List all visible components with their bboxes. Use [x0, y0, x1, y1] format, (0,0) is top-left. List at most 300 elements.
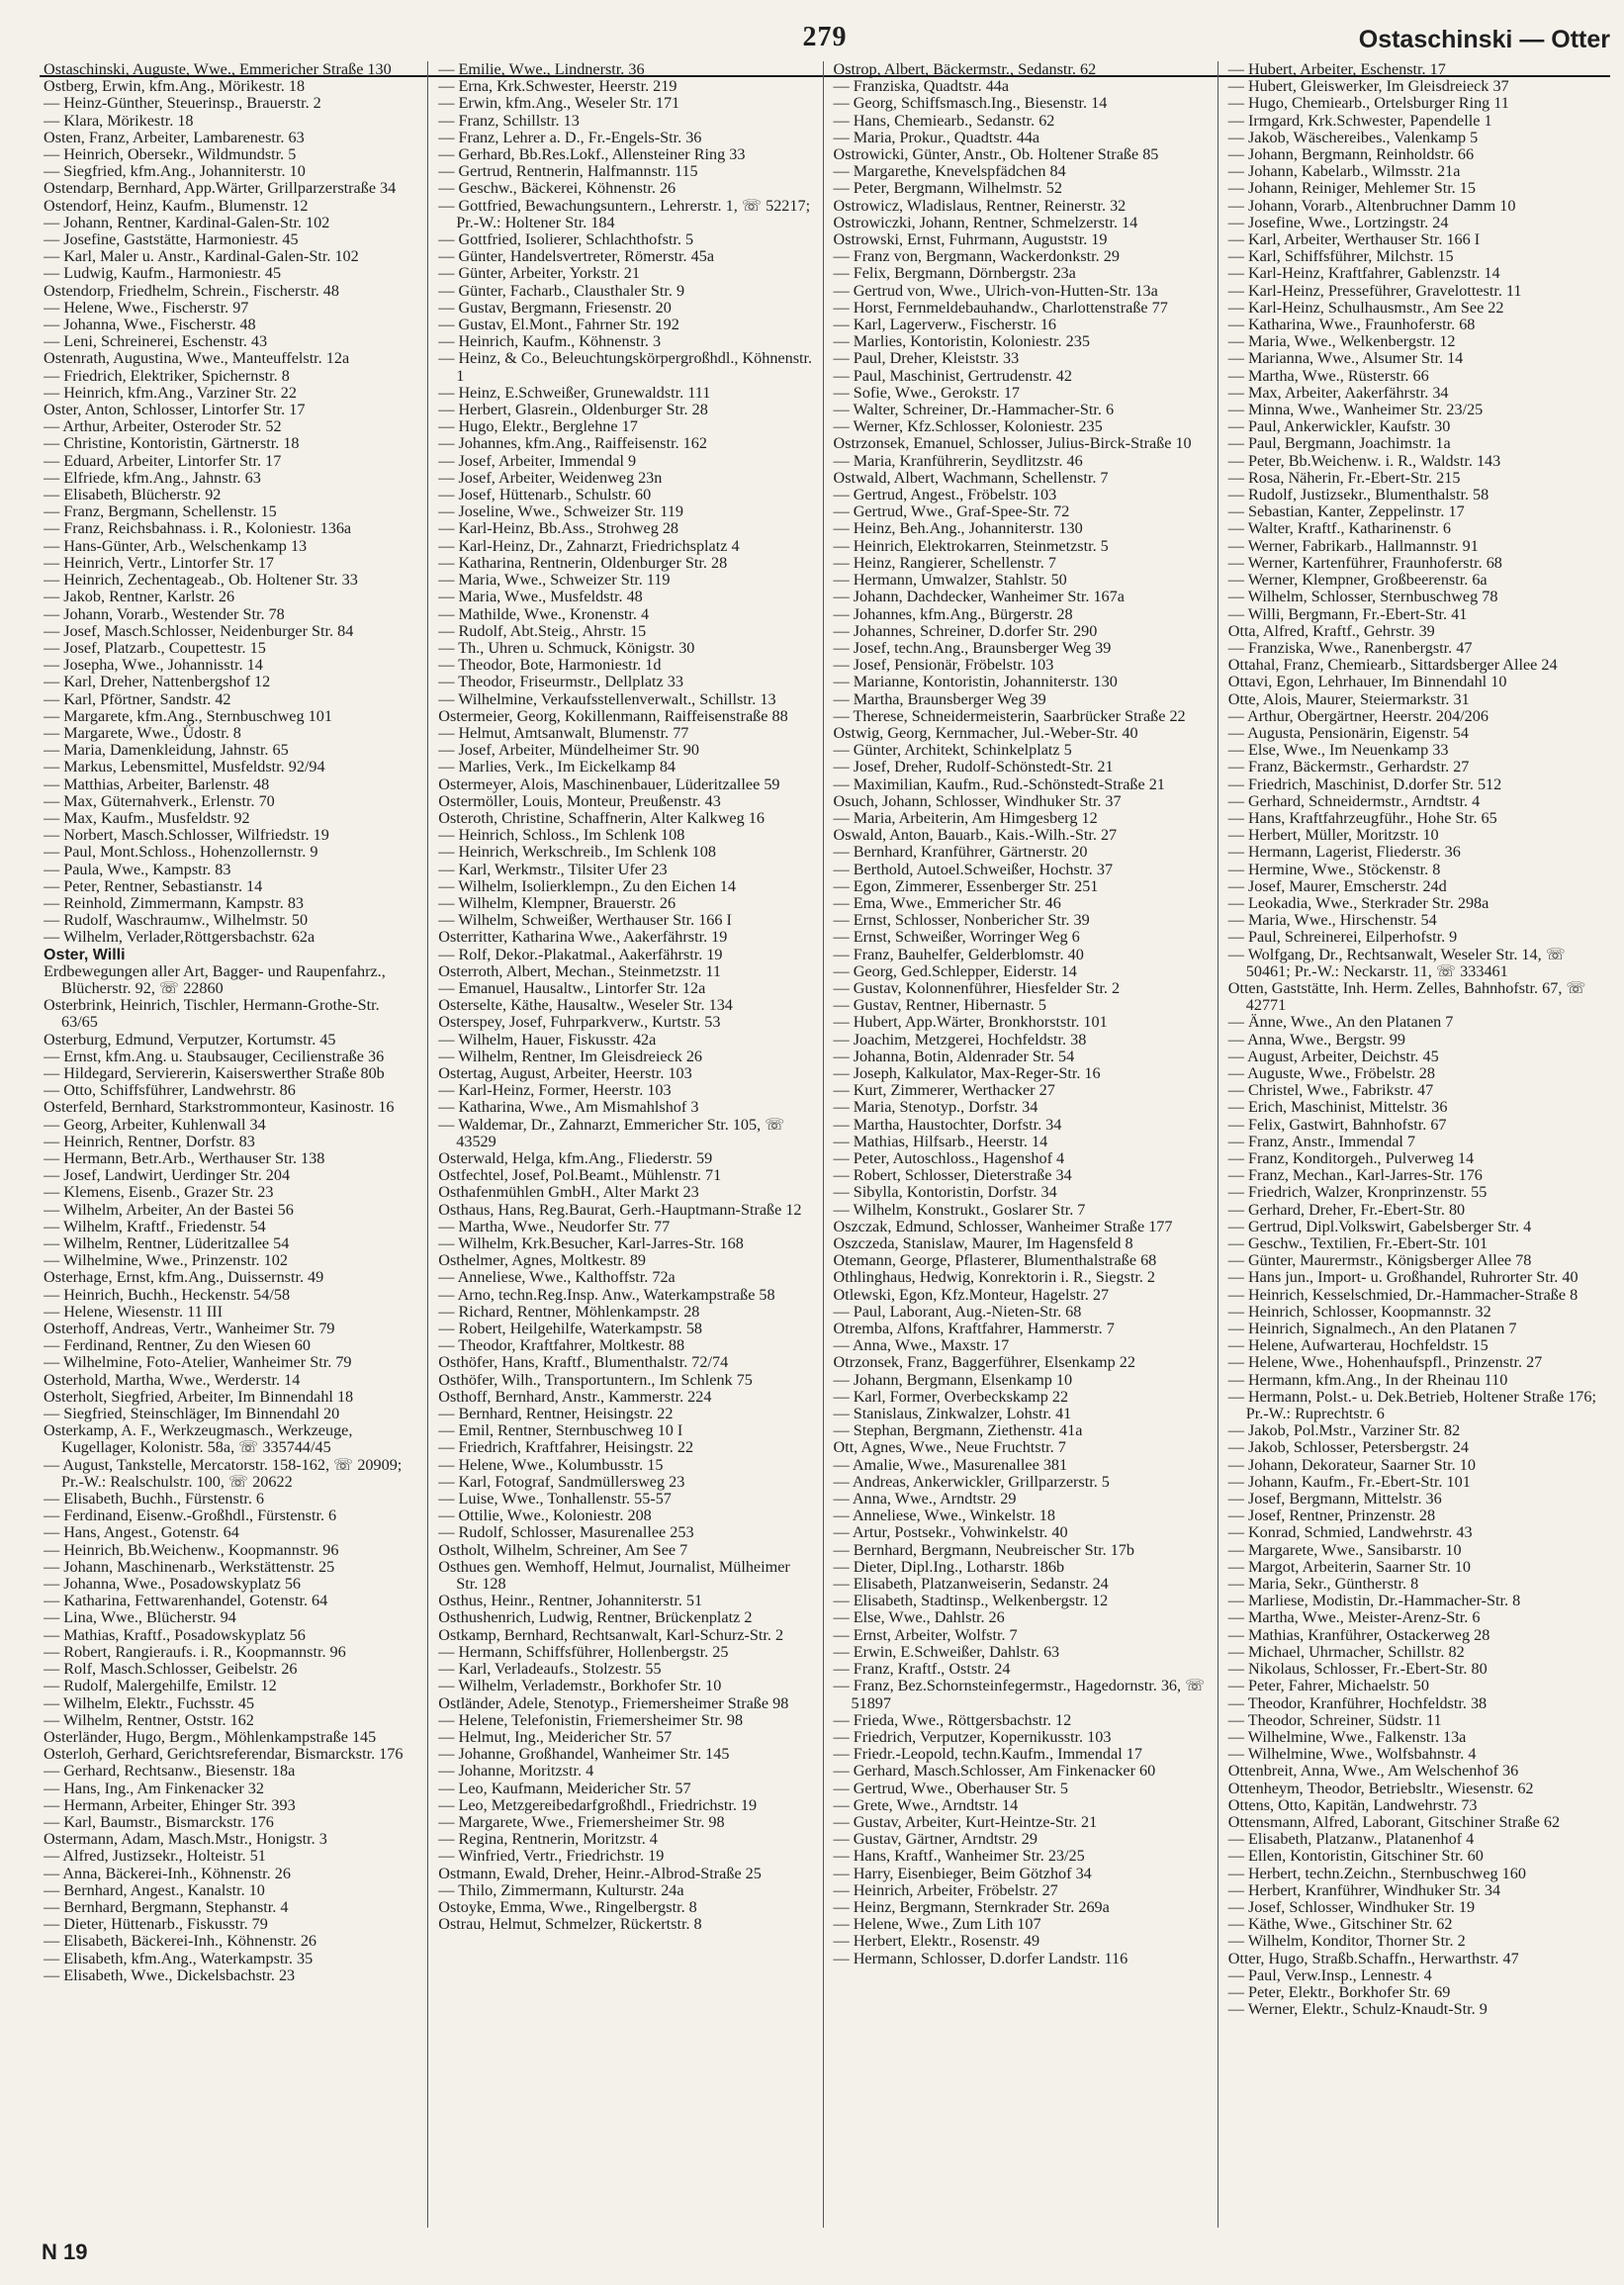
- directory-entry: — Heinrich, Bb.Weichenw., Koopmannstr. 96: [44, 1540, 339, 1559]
- directory-entry: — Wilhelm, Hauer, Fiskusstr. 42a: [438, 1030, 657, 1049]
- directory-entry: Ostländer, Adele, Stenotyp., Friemersheimer Straße 98: [438, 1693, 789, 1712]
- directory-entry: — Karl-Heinz, Dr., Zahnarzt, Friedrichsplatz 4: [438, 536, 740, 555]
- directory-entry: — Johann, Bergmann, Reinholdstr. 66: [1227, 145, 1475, 164]
- directory-entry: — Mathias, Hilfsarb., Heerstr. 14: [833, 1132, 1048, 1150]
- directory-entry: — Waldemar, Dr., Zahnarzt, Emmericher Str. 105, ☏ 43529: [438, 1115, 785, 1150]
- directory-entry: — Sibylla, Kontoristin, Dorfstr. 34: [833, 1183, 1057, 1202]
- directory-entry: — Josef, Bergmann, Mittelstr. 36: [1227, 1490, 1442, 1508]
- directory-entry: — Herbert, techn.Zeichn., Sternbuschweg 160: [1227, 1864, 1526, 1882]
- directory-entry: Ostermeyer, Alois, Maschinenbauer, Lüderitzallee 59: [438, 775, 780, 793]
- directory-entry: Osterländer, Hugo, Bergm., Möhlenkampstraße 145: [44, 1727, 377, 1746]
- directory-entry: — Helmut, Ing., Meidericher Str. 57: [438, 1727, 673, 1746]
- directory-entry: — Walter, Schreiner, Dr.-Hammacher-Str. 6: [833, 401, 1115, 419]
- directory-entry: Osterselte, Käthe, Hausaltw., Weseler Str. 134: [438, 996, 733, 1015]
- directory-entry: — Helene, Wwe., Fischerstr. 97: [44, 298, 249, 317]
- directory-entry: Osterritter, Katharina Wwe., Aakerfährstr. 19: [438, 928, 728, 947]
- directory-entry: Otta, Alfred, Kraftf., Gehrstr. 39: [1227, 621, 1435, 640]
- directory-entry: — August, Tankstelle, Mercatorstr. 158-162, ☏ 20909; Pr.-W.: Realschulstr. 100, ☏ 20622: [44, 1455, 403, 1491]
- directory-entry: — Hermann, Arbeiter, Ehinger Str. 393: [44, 1795, 296, 1814]
- directory-entry: — Johann, Vorarb., Altenbruchner Damm 10: [1227, 196, 1516, 215]
- directory-entry: — Johann, Maschinenarb., Werkstättenstr. 25: [44, 1557, 335, 1576]
- directory-entry: — Sebastian, Kanter, Zeppelinstr. 17: [1227, 503, 1465, 521]
- directory-entry: Ottavi, Egon, Lehrhauer, Im Binnendahl 10: [1227, 673, 1507, 691]
- directory-entry: — Franz, Bergmann, Schellenstr. 15: [44, 503, 277, 521]
- directory-entry: — Anna, Wwe., Maxstr. 17: [833, 1336, 1010, 1355]
- directory-entry: — Mathilde, Wwe., Kronenstr. 4: [438, 604, 650, 623]
- directory-entry: Osthus, Heinr., Rentner, Johanniterstr. 51: [438, 1592, 703, 1610]
- directory-entry: — Minna, Wwe., Wanheimer Str. 23/25: [1227, 401, 1484, 419]
- directory-entry: — Berthold, Autoel.Schweißer, Hochstr. 37: [833, 860, 1114, 878]
- directory-entry: — Christel, Wwe., Fabrikstr. 47: [1227, 1081, 1434, 1100]
- directory-entry: — Wilhelmine, Wwe., Wolfsbahnstr. 4: [1227, 1745, 1477, 1764]
- directory-entry: — Karl, Arbeiter, Werthauser Str. 166 I: [1227, 230, 1481, 249]
- directory-entry: — Hugo, Chemiearb., Ortelsburger Ring 11: [1227, 94, 1509, 113]
- directory-entry: — Karl-Heinz, Schulhausmstr., Am See 22: [1227, 298, 1504, 317]
- directory-entry: — Käthe, Wwe., Gitschiner Str. 62: [1227, 1915, 1453, 1934]
- directory-entry: Ottens, Otto, Kapitän, Landwehrstr. 73: [1227, 1795, 1478, 1814]
- directory-entry: — Marlies, Verk., Im Eickelkamp 84: [438, 758, 677, 777]
- directory-entry: Otten, Gaststätte, Inh. Herm. Zelles, Bahnhofstr. 67, ☏ 42771: [1227, 978, 1586, 1015]
- directory-entry: — Peter, Fahrer, Michaelstr. 50: [1227, 1677, 1429, 1695]
- directory-entry: Otrzonsek, Franz, Baggerführer, Elsenkamp 22: [833, 1353, 1135, 1372]
- directory-entry: — Kurt, Zimmerer, Werthacker 27: [833, 1081, 1055, 1100]
- directory-entry: — Wilhelm, Kraftf., Friedenstr. 54: [44, 1217, 266, 1235]
- directory-entry: Ostholt, Wilhelm, Schreiner, Am See 7: [438, 1540, 688, 1559]
- directory-entry: — Theodor, Kranführer, Hochfeldstr. 38: [1227, 1693, 1488, 1712]
- directory-entry: — Robert, Schlosser, Dieterstraße 34: [833, 1166, 1072, 1185]
- directory-entry: — Andreas, Ankerwickler, Grillparzerstr. 5: [833, 1472, 1110, 1491]
- directory-entry: — Erich, Maschinist, Mittelstr. 36: [1227, 1098, 1448, 1117]
- directory-entry: Oster, Willi: [44, 946, 126, 963]
- directory-entry: — Hubert, Arbeiter, Eschenstr. 17: [1227, 61, 1446, 78]
- directory-entry: — Friedrich, Elektriker, Spichernstr. 8: [44, 366, 290, 385]
- directory-entry: Ott, Agnes, Wwe., Neue Fruchtstr. 7: [833, 1438, 1066, 1457]
- directory-entry: — Emil, Rentner, Sternbuschweg 10 I: [438, 1421, 683, 1440]
- directory-entry: Oswald, Anton, Bauarb., Kais.-Wilh.-Str. 27: [833, 826, 1118, 845]
- directory-entry: — Hermann, Lagerist, Fliederstr. 36: [1227, 843, 1461, 862]
- directory-entry: — Gustav, Gärtner, Arndtstr. 29: [833, 1830, 1038, 1849]
- directory-entry: — Maria, Sekr., Güntherstr. 8: [1227, 1575, 1419, 1594]
- directory-entry: — Gertrud, Wwe., Oberhauser Str. 5: [833, 1779, 1069, 1797]
- directory-entry: — Friedrich, Maschinist, D.dorfer Str. 512: [1227, 775, 1502, 793]
- directory-entry: — Leo, Metzgereibedarfgroßhdl., Friedrichstr. 19: [438, 1795, 758, 1814]
- directory-entry: — Franz, Reichsbahnass. i. R., Koloniestr. 136a: [44, 519, 352, 538]
- directory-entry: — Elfriede, kfm.Ang., Jahnstr. 63: [44, 468, 261, 487]
- directory-entry: — Paul, Verw.Insp., Lennestr. 4: [1227, 1965, 1432, 1984]
- directory-entry: Ostendorf, Heinz, Kaufm., Blumenstr. 12: [44, 196, 309, 215]
- directory-entry: Osthaus, Hans, Reg.Baurat, Gerh.-Hauptmann-Straße 12: [438, 1200, 802, 1219]
- directory-entry: — Franziska, Wwe., Ranenbergstr. 47: [1227, 638, 1473, 657]
- directory-entry: — Katharina, Wwe., Am Mismahlshof 3: [438, 1098, 699, 1117]
- directory-entry: — Hermine, Wwe., Stöckenstr. 8: [1227, 860, 1441, 878]
- directory-entry: — Johann, Kaufm., Fr.-Ebert-Str. 101: [1227, 1472, 1471, 1491]
- directory-entry: Ostrowiczki, Johann, Rentner, Schmelzerstr. 14: [833, 213, 1138, 231]
- directory-entry: Osterhold, Martha, Wwe., Werderstr. 14: [44, 1370, 301, 1389]
- directory-entry: — Max, Güternahverk., Erlenstr. 70: [44, 791, 275, 810]
- directory-entry: — Johann, Reiniger, Mehlemer Str. 15: [1227, 179, 1476, 198]
- directory-entry: — Heinrich, Vertr., Lintorfer Str. 17: [44, 553, 275, 572]
- directory-entry: — Friedr.-Leopold, techn.Kaufm., Immendal 17: [833, 1745, 1142, 1764]
- directory-entry: — Heinrich, Obersekr., Wildmundstr. 5: [44, 145, 297, 164]
- directory-entry: — Jakob, Rentner, Karlstr. 26: [44, 588, 235, 606]
- directory-entry: — Marianne, Kontoristin, Johanniterstr. 130: [833, 673, 1118, 691]
- directory-entry: — Paul, Mont.Schloss., Hohenzollernstr. 9: [44, 843, 318, 862]
- running-head: Ostaschinski — Otter: [1358, 26, 1610, 53]
- directory-entry: — Franz, Schillstr. 13: [438, 111, 580, 130]
- directory-entry: Ostrowicki, Günter, Anstr., Ob. Holtener Straße 85: [833, 145, 1159, 164]
- directory-entry: Ostrowski, Ernst, Fuhrmann, Auguststr. 19: [833, 230, 1108, 249]
- directory-entry: — Robert, Rangieraufs. i. R., Koopmannstr. 96: [44, 1642, 346, 1661]
- directory-entry: — Karl-Heinz, Former, Heerstr. 103: [438, 1081, 672, 1100]
- directory-entry: — August, Arbeiter, Deichstr. 45: [1227, 1047, 1439, 1065]
- directory-entry: — Leokadia, Wwe., Sterkrader Str. 298a: [1227, 893, 1489, 912]
- directory-entry: — Maria, Arbeiterin, Am Himgesberg 12: [833, 808, 1098, 827]
- directory-entry: — Ernst, kfm.Ang. u. Staubsauger, Cecilienstraße 36: [44, 1047, 385, 1065]
- directory-entry: — Therese, Schneidermeisterin, Saarbrücker Straße 22: [833, 706, 1186, 725]
- directory-entry: Ostendorp, Friedhelm, Schrein., Fischerstr. 48: [44, 281, 339, 300]
- directory-entry: Ostrop, Albert, Bäckermstr., Sedanstr. 62: [833, 61, 1097, 78]
- directory-entry: — Anneliese, Wwe., Winkelstr. 18: [833, 1507, 1055, 1525]
- directory-entry: — Martha, Wwe., Rüsterstr. 66: [1227, 366, 1429, 385]
- directory-entry: — Heinz, Bergmann, Sternkrader Str. 269a: [833, 1897, 1110, 1916]
- directory-entry: — Ferdinand, Rentner, Zu den Wiesen 60: [44, 1336, 311, 1355]
- directory-entry: — Hans, Ing., Am Finkenacker 32: [44, 1779, 264, 1797]
- directory-entry: — Elisabeth, Blücherstr. 92: [44, 486, 222, 504]
- directory-entry: Osterloh, Gerhard, Gerichtsreferendar, Bismarckstr. 176: [44, 1745, 404, 1764]
- directory-entry: — Otto, Schiffsführer, Landwehrstr. 86: [44, 1081, 296, 1100]
- directory-entry: — Bernhard, Rentner, Heisingstr. 22: [438, 1405, 674, 1423]
- directory-entry: — Maria, Wwe., Schweizer Str. 119: [438, 571, 671, 590]
- directory-entry: Ostendarp, Bernhard, App.Wärter, Grillparzerstraße 34: [44, 179, 397, 198]
- directory-entry: — Hildegard, Serviererin, Kaiserswerther Straße 80b: [44, 1063, 385, 1082]
- directory-entry: Osterburg, Edmund, Verputzer, Kortumstr. 45: [44, 1030, 336, 1049]
- directory-entry: Ostermann, Adam, Masch.Mstr., Honigstr. 3: [44, 1830, 327, 1849]
- directory-entry: — Theodor, Schreiner, Südstr. 11: [1227, 1710, 1442, 1729]
- directory-entry: — Frieda, Wwe., Röttgersbachstr. 12: [833, 1710, 1072, 1729]
- directory-entry: — Hubert, Gleiswerker, Im Gleisdreieck 37: [1227, 77, 1509, 96]
- directory-entry: — Elisabeth, Platzanweiserin, Sedanstr. 24: [833, 1575, 1109, 1594]
- directory-entry: — Hugo, Elektr., Berglehne 17: [438, 417, 638, 436]
- directory-entry: Osteroth, Christine, Schaffnerin, Alter Kalkweg 16: [438, 808, 765, 827]
- directory-entry: — Klara, Mörikestr. 18: [44, 111, 194, 130]
- directory-entry: — Josef, Arbeiter, Mündelheimer Str. 90: [438, 741, 699, 760]
- directory-entry: — Herbert, Kranführer, Windhuker Str. 34: [1227, 1880, 1501, 1899]
- directory-entry: Osthues gen. Wemhoff, Helmut, Journalist, Mülheimer Str. 128: [438, 1557, 790, 1594]
- directory-entry: — Werner, Kfz.Schlosser, Koloniestr. 235: [833, 417, 1103, 436]
- directory-entry: — Josef, Landwirt, Uerdinger Str. 204: [44, 1166, 291, 1185]
- directory-entry: — Gertrud, Dipl.Volkswirt, Gabelsberger Str. 4: [1227, 1217, 1532, 1235]
- directory-entry: — Georg, Ged.Schlepper, Eiderstr. 14: [833, 961, 1077, 980]
- directory-entry: — Matthias, Arbeiter, Barlenstr. 48: [44, 775, 270, 793]
- directory-entry: — Ellen, Kontoristin, Gitschiner Str. 60: [1227, 1847, 1484, 1866]
- directory-entry: — Karl-Heinz, Kraftfahrer, Gablenzstr. 14: [1227, 264, 1500, 283]
- directory-entry: — Stanislaus, Zinkwalzer, Lohstr. 41: [833, 1405, 1072, 1423]
- directory-entry: — Klemens, Eisenb., Grazer Str. 23: [44, 1183, 274, 1202]
- directory-entry: Osthelmer, Agnes, Moltkestr. 89: [438, 1251, 647, 1270]
- directory-entry: — Wilhelm, Rentner, Lüderitzallee 54: [44, 1234, 290, 1253]
- directory-entry: — Katharina, Wwe., Fraunhoferstr. 68: [1227, 316, 1476, 334]
- directory-entry: — Joseph, Kalkulator, Max-Reger-Str. 16: [833, 1063, 1101, 1082]
- directory-entry: — Johann, Bergmann, Elsenkamp 10: [833, 1370, 1073, 1389]
- directory-entry: Erdbewegungen aller Art, Bagger- und Raupenfahrz., Blücherstr. 92, ☏ 22860: [44, 961, 386, 997]
- directory-entry: — Gustav, Kolonnenführer, Hiesfelder Str. 2: [833, 978, 1121, 997]
- directory-entry: — Johanna, Wwe., Fischerstr. 48: [44, 316, 256, 334]
- directory-entry: Osthoff, Bernhard, Anstr., Kammerstr. 224: [438, 1387, 712, 1406]
- directory-entry: — Elisabeth, Bäckerei-Inh., Köhnenstr. 26: [44, 1932, 317, 1951]
- directory-entry: Osterfeld, Bernhard, Starkstrommonteur, Kasinostr. 16: [44, 1098, 395, 1117]
- directory-entry: — Hermann, Polst.- u. Dek.Betrieb, Holtener Straße 176; Pr.-W.: Ruprechtstr. 6: [1227, 1387, 1596, 1423]
- directory-entry: — Karl, Lagerverw., Fischerstr. 16: [833, 316, 1057, 334]
- directory-entry: Osterwald, Helga, kfm.Ang., Fliederstr. 59: [438, 1149, 713, 1167]
- directory-entry: — Helmut, Amtsanwalt, Blumenstr. 77: [438, 723, 689, 742]
- directory-entry: — Heinrich, kfm.Ang., Varziner Str. 22: [44, 383, 297, 402]
- directory-entry: — Jakob, Wäschereibes., Valenkamp 5: [1227, 128, 1479, 146]
- directory-entry: — Karl, Former, Overbeckskamp 22: [833, 1387, 1069, 1406]
- directory-entry: — Wilhelm, Konditor, Thorner Str. 2: [1227, 1932, 1466, 1951]
- directory-entry: — Emanuel, Hausaltw., Lintorfer Str. 12a: [438, 978, 706, 997]
- directory-entry: — Else, Wwe., Dahlstr. 26: [833, 1608, 1005, 1627]
- directory-entry: — Josef, Arbeiter, Weidenweg 23n: [438, 468, 663, 487]
- directory-entry: — Heinz-Günther, Steuerinsp., Brauerstr. 2: [44, 94, 321, 113]
- directory-entry: — Sofie, Wwe., Gerokstr. 17: [833, 383, 1021, 402]
- directory-entry: — Josef, Dreher, Rudolf-Schönstedt-Str. 21: [833, 758, 1114, 777]
- directory-entry: Ostfechtel, Josef, Pol.Beamt., Mühlenstr. 71: [438, 1166, 722, 1185]
- directory-entry: — Friedrich, Kraftfahrer, Heisingstr. 22: [438, 1438, 694, 1457]
- directory-entry: — Helene, Aufwarterau, Hochfeldstr. 15: [1227, 1336, 1489, 1355]
- directory-entry: — Karl, Verladeaufs., Stolzestr. 55: [438, 1660, 662, 1679]
- directory-entry: — Maria, Kranführerin, Seydlitzstr. 46: [833, 451, 1083, 470]
- directory-entry: Osuch, Johann, Schlosser, Windhuker Str. 37: [833, 791, 1122, 810]
- directory-entry: — Grete, Wwe., Arndtstr. 14: [833, 1795, 1019, 1814]
- directory-entry: — Heinrich, Schlosser, Koopmannstr. 32: [1227, 1302, 1491, 1321]
- directory-entry: — Gerhard, Rechtsanw., Biesenstr. 18a: [44, 1762, 296, 1781]
- directory-entry: — Gerhard, Schneidermstr., Arndtstr. 4: [1227, 791, 1481, 810]
- directory-entry: — Karl, Baumstr., Bismarckstr. 176: [44, 1812, 274, 1831]
- directory-entry: — Hermann, Umwalzer, Stahlstr. 50: [833, 571, 1067, 590]
- directory-entry: Ostberg, Erwin, kfm.Ang., Mörikestr. 18: [44, 77, 306, 96]
- directory-entry: Osterkamp, A. F., Werkzeugmasch., Werkzeuge, Kugellager, Kolonistr. 58a, ☏ 335744/45: [44, 1421, 353, 1457]
- directory-entry: — Rudolf, Justizsekr., Blumenthalstr. 58: [1227, 486, 1489, 504]
- directory-entry: Osten, Franz, Arbeiter, Lambarenestr. 63: [44, 128, 305, 146]
- directory-entry: — Rolf, Dekor.-Plakatmal., Aakerfährstr. 19: [438, 945, 723, 963]
- directory-entry: — Karl, Maler u. Anstr., Kardinal-Galen-Str. 102: [44, 247, 359, 266]
- directory-entry: — Georg, Schiffsmasch.Ing., Biesenstr. 14: [833, 94, 1108, 113]
- directory-entry: — Josefine, Wwe., Lortzingstr. 24: [1227, 213, 1449, 231]
- directory-entry: — Heinrich, Rentner, Dorfstr. 83: [44, 1132, 255, 1150]
- directory-entry: — Johanna, Botin, Aldenrader Str. 54: [833, 1047, 1075, 1065]
- directory-entry: — Geschw., Textilien, Fr.-Ebert-Str. 101: [1227, 1234, 1489, 1253]
- directory-entry: — Josef, Hüttenarb., Schulstr. 60: [438, 486, 652, 504]
- directory-entry: — Maria, Wwe., Musfeldstr. 48: [438, 588, 643, 606]
- directory-entry: — Auguste, Wwe., Fröbelstr. 28: [1227, 1063, 1435, 1082]
- directory-entry: — Heinz, Rangierer, Schellenstr. 7: [833, 553, 1056, 572]
- directory-entry: Ostermöller, Louis, Monteur, Preußenstr. 43: [438, 791, 721, 810]
- directory-entry: — Elisabeth, Platzanw., Platanenhof 4: [1227, 1830, 1475, 1849]
- directory-entry: — Johanna, Wwe., Posadowskyplatz 56: [44, 1575, 302, 1594]
- directory-entry: — Helene, Wwe., Hohenhaufspfl., Prinzenstr. 27: [1227, 1353, 1543, 1372]
- directory-entry: — Johann, Dekorateur, Saarner Str. 10: [1227, 1455, 1476, 1474]
- directory-entry: — Josefine, Gaststätte, Harmoniestr. 45: [44, 230, 299, 249]
- directory-entry: — Augusta, Pensionärin, Eigenstr. 54: [1227, 723, 1469, 742]
- directory-entry: — Franz, Lehrer a. D., Fr.-Engels-Str. 36: [438, 128, 702, 146]
- directory-entry: — Karl-Heinz, Presseführer, Gravelottestr. 11: [1227, 281, 1522, 300]
- directory-entry: — Luise, Wwe., Tonhallenstr. 55-57: [438, 1490, 672, 1508]
- directory-entry: Ostmann, Ewald, Dreher, Heinr.-Albrod-Straße 25: [438, 1864, 762, 1882]
- directory-entry: — Anna, Wwe., Bergstr. 99: [1227, 1030, 1405, 1049]
- directory-entry: — Hermann, kfm.Ang., In der Rheinau 110: [1227, 1370, 1508, 1389]
- directory-entry: — Heinrich, Elektrokarren, Steinmetzstr. 5: [833, 536, 1109, 555]
- directory-entry: — Hans, Kraftfahrzeugführ., Hohe Str. 65: [1227, 808, 1497, 827]
- directory-entry: — Gertrud, Wwe., Graf-Spee-Str. 72: [833, 503, 1070, 521]
- directory-entry: Ostrau, Helmut, Schmelzer, Rückertstr. 8: [438, 1915, 702, 1934]
- directory-entry: — Josef, Arbeiter, Immendal 9: [438, 451, 637, 470]
- column-4: [1218, 61, 1612, 2228]
- directory-entry: — Wilhelm, Isolierklempn., Zu den Eichen 14: [438, 876, 736, 895]
- directory-entry: — Johannes, kfm.Ang., Bürgerstr. 28: [833, 604, 1073, 623]
- directory-entry: — Maria, Wwe., Welkenbergstr. 12: [1227, 332, 1456, 351]
- directory-entry: — Georg, Arbeiter, Kuhlenwall 34: [44, 1115, 266, 1134]
- directory-entry: — Herbert, Elektr., Rosenstr. 49: [833, 1932, 1040, 1951]
- directory-entry: — Heinrich, Kaufm., Köhnenstr. 3: [438, 332, 662, 351]
- directory-entry: Osthöfer, Hans, Kraftf., Blumenthalstr. 72/74: [438, 1353, 729, 1372]
- directory-entry: — Peter, Autoschloss., Hagenshof 4: [833, 1149, 1065, 1167]
- directory-entry: — Joseline, Wwe., Schweizer Str. 119: [438, 503, 683, 521]
- directory-entry: — Rudolf, Schlosser, Masurenallee 253: [438, 1523, 694, 1542]
- directory-entry: — Günter, Facharb., Clausthaler Str. 9: [438, 281, 685, 300]
- directory-entry: Osterholt, Siegfried, Arbeiter, Im Binnendahl 18: [44, 1387, 354, 1406]
- directory-entry: Osthushenrich, Ludwig, Rentner, Brückenplatz 2: [438, 1608, 753, 1627]
- directory-entry: Otter, Hugo, Straßb.Schaffn., Herwarthstr. 47: [1227, 1949, 1519, 1967]
- directory-entry: — Josef, Maurer, Emscherstr. 24d: [1227, 876, 1447, 895]
- directory-entry: — Elisabeth, Wwe., Dickelsbachstr. 23: [44, 1965, 296, 1984]
- directory-entry: — Anna, Bäckerei-Inh., Köhnenstr. 26: [44, 1864, 291, 1882]
- directory-entry: — Arno, techn.Reg.Insp. Anw., Waterkampstraße 58: [438, 1285, 775, 1304]
- directory-entry: — Ludwig, Kaufm., Harmoniestr. 45: [44, 264, 282, 283]
- directory-entry: — Rudolf, Waschraumw., Wilhelmstr. 50: [44, 911, 309, 930]
- directory-entry: — Norbert, Masch.Schlosser, Wilfriedstr. 19: [44, 826, 329, 845]
- directory-entry: Ostkamp, Bernhard, Rechtsanwalt, Karl-Schurz-Str. 2: [438, 1625, 784, 1644]
- directory-entry: — Wilhelmine, Foto-Atelier, Wanheimer Str. 79: [44, 1353, 352, 1372]
- directory-entry: — Marliese, Modistin, Dr.-Hammacher-Str. 8: [1227, 1592, 1521, 1610]
- directory-entry: — Josef, Masch.Schlosser, Neidenburger Str. 84: [44, 621, 354, 640]
- directory-entry: — Emilie, Wwe., Lindnerstr. 36: [438, 61, 645, 78]
- directory-entry: — Marlies, Kontoristin, Koloniestr. 235: [833, 332, 1090, 351]
- directory-entry: — Felix, Bergmann, Dörnbergstr. 23a: [833, 264, 1076, 283]
- directory-entry: — Josef, Pensionär, Fröbelstr. 103: [833, 656, 1054, 675]
- directory-entry: Ostwig, Georg, Kernmacher, Jul.-Weber-Str. 40: [833, 723, 1138, 742]
- directory-entry: — Willi, Bergmann, Fr.-Ebert-Str. 41: [1227, 604, 1468, 623]
- directory-entry: — Franz, Konditorgeh., Pulverweg 14: [1227, 1149, 1475, 1167]
- directory-entry: — Heinrich, Werkschreib., Im Schlenk 108: [438, 843, 716, 862]
- directory-entry: — Ottilie, Wwe., Koloniestr. 208: [438, 1507, 652, 1525]
- directory-entry: — Franziska, Quadtstr. 44a: [833, 77, 1010, 96]
- directory-entry: — Markus, Lebensmittel, Musfeldstr. 92/94: [44, 758, 325, 777]
- directory-entry: — Werner, Elektr., Schulz-Knaudt-Str. 9: [1227, 2000, 1488, 2019]
- directory-entry: — Margarete, Wwe., Friemersheimer Str. 98: [438, 1812, 725, 1831]
- directory-entry: — Bernhard, Kranführer, Gärtnerstr. 20: [833, 843, 1088, 862]
- directory-entry: — Peter, Rentner, Sebastianstr. 14: [44, 876, 263, 895]
- directory-entry: — Joachim, Metzgerei, Hochfeldstr. 38: [833, 1030, 1087, 1049]
- directory-entry: — Werner, Kartenführer, Fraunhoferstr. 68: [1227, 553, 1502, 572]
- directory-entry: — Helene, Telefonistin, Friemersheimer Str. 98: [438, 1710, 744, 1729]
- directory-entry: Ostrzonsek, Emanuel, Schlosser, Julius-Birck-Straße 10: [833, 434, 1192, 453]
- directory-entry: — Hermann, Betr.Arb., Werthauser Str. 138: [44, 1149, 325, 1167]
- directory-entry: — Max, Arbeiter, Aakerfährstr. 34: [1227, 383, 1449, 402]
- directory-entry: — Gottfried, Bewachungsuntern., Lehrerstr. 1, ☏ 52217; Pr.-W.: Holtener Str. 184: [438, 196, 811, 231]
- directory-entry: — Franz, Kraftf., Oststr. 24: [833, 1660, 1011, 1679]
- directory-entry: — Jakob, Pol.Mstr., Varziner Str. 82: [1227, 1421, 1461, 1440]
- directory-entry: — Karl, Werkmstr., Tilsiter Ufer 23: [438, 860, 668, 878]
- directory-entry: — Anna, Wwe., Arndtstr. 29: [833, 1490, 1017, 1508]
- directory-entry: — Paul, Dreher, Kleiststr. 33: [833, 349, 1020, 368]
- directory-entry: — Bernhard, Bergmann, Neubreischer Str. 17b: [833, 1540, 1134, 1559]
- directory-entry: — Gustav, El.Mont., Fahrner Str. 192: [438, 316, 679, 334]
- directory-entry: — Wilhelmine, Verkaufsstellenverwalt., Schillstr. 13: [438, 689, 776, 708]
- directory-entry: — Gerhard, Dreher, Fr.-Ebert-Str. 80: [1227, 1200, 1466, 1219]
- directory-entry: — Erwin, E.Schweißer, Dahlstr. 63: [833, 1642, 1060, 1661]
- directory-entry: — Hans jun., Import- u. Großhandel, Ruhrorter Str. 40: [1227, 1268, 1579, 1287]
- directory-entry: — Peter, Bergmann, Wilhelmstr. 52: [833, 179, 1062, 198]
- directory-entry: — Martha, Braunsberger Weg 39: [833, 689, 1046, 708]
- directory-entry: Oster, Anton, Schlosser, Lintorfer Str. 17: [44, 401, 306, 419]
- directory-entry: — Leni, Schreinerei, Eschenstr. 43: [44, 332, 268, 351]
- directory-entry: — Josef, Schlosser, Windhuker Str. 19: [1227, 1897, 1476, 1916]
- directory-entry: — Maria, Wwe., Hirschenstr. 54: [1227, 911, 1437, 930]
- directory-entry: — Wolfgang, Dr., Rechtsanwalt, Weseler Str. 14, ☏ 50461; Pr.-W.: Neckarstr. 11, ☏ 333461: [1227, 945, 1566, 980]
- directory-entry: — Peter, Bb.Weichenw. i. R., Waldstr. 143: [1227, 451, 1501, 470]
- column-3: [823, 61, 1218, 2228]
- directory-entry: — Wilhelm, Arbeiter, An der Bastei 56: [44, 1200, 294, 1219]
- directory-entry: — Egon, Zimmerer, Essenberger Str. 251: [833, 876, 1099, 895]
- directory-entry: — Hans, Chemiearb., Sedanstr. 62: [833, 111, 1055, 130]
- directory-entry: — Änne, Wwe., An den Platanen 7: [1227, 1013, 1454, 1032]
- directory-entry: — Dieter, Dipl.Ing., Lotharstr. 186b: [833, 1557, 1065, 1576]
- directory-entry: — Ernst, Schweißer, Worringer Weg 6: [833, 928, 1080, 947]
- directory-entry: — Thilo, Zimmermann, Kulturstr. 24a: [438, 1880, 684, 1899]
- directory-entry: — Martha, Haustochter, Dorfstr. 34: [833, 1115, 1062, 1134]
- directory-entry: Othlinghaus, Hedwig, Konrektorin i. R., Siegstr. 2: [833, 1268, 1156, 1287]
- directory-entry: — Günter, Arbeiter, Yorkstr. 21: [438, 264, 640, 283]
- directory-entry: — Helene, Wwe., Kolumbusstr. 15: [438, 1455, 664, 1474]
- directory-entry: — Geschw., Bäckerei, Köhnenstr. 26: [438, 179, 677, 198]
- directory-entry: — Bernhard, Angest., Kanalstr. 10: [44, 1880, 265, 1899]
- directory-entry: Osterhoff, Andreas, Vertr., Wanheimer Str. 79: [44, 1320, 335, 1338]
- directory-entry: — Eduard, Arbeiter, Lintorfer Str. 17: [44, 451, 282, 470]
- directory-entry: — Paul, Schreinerei, Eilperhofstr. 9: [1227, 928, 1458, 947]
- directory-entry: — Josepha, Wwe., Johannisstr. 14: [44, 656, 263, 675]
- directory-entry: — Ema, Wwe., Emmericher Str. 46: [833, 893, 1061, 912]
- directory-entry: — Peter, Elektr., Borkhofer Str. 69: [1227, 1982, 1451, 2001]
- directory-entry: — Maria, Prokur., Quadtstr. 44a: [833, 128, 1040, 146]
- directory-entry: — Paul, Laborant, Aug.-Nieten-Str. 68: [833, 1302, 1082, 1321]
- directory-entry: Osterspey, Josef, Fuhrparkverw., Kurtstr. 53: [438, 1013, 721, 1032]
- directory-entry: — Martha, Wwe., Meister-Arenz-Str. 6: [1227, 1608, 1481, 1627]
- directory-entry: — Helene, Wiesenstr. 11 III: [44, 1302, 223, 1321]
- directory-entry: — Wilhelm, Schweißer, Werthauser Str. 166 I: [438, 911, 732, 930]
- directory-entry: — Günter, Architekt, Schinkelplatz 5: [833, 741, 1072, 760]
- directory-entry: — Regina, Rentnerin, Moritzstr. 4: [438, 1830, 658, 1849]
- directory-entry: Ottahal, Franz, Chemiearb., Sittardsberger Allee 24: [1227, 656, 1558, 675]
- directory-entry: — Johannes, Schreiner, D.dorfer Str. 290: [833, 621, 1098, 640]
- directory-entry: — Rudolf, Abt.Steig., Ahrstr. 15: [438, 621, 647, 640]
- directory-entry: — Arthur, Arbeiter, Osteroder Str. 52: [44, 417, 282, 436]
- directory-entry: — Katharina, Rentnerin, Oldenburger Str. 28: [438, 553, 728, 572]
- directory-entry: — Günter, Maurermstr., Königsberger Allee 78: [1227, 1251, 1532, 1270]
- directory-entry: — Hans, Angest., Gotenstr. 64: [44, 1523, 239, 1542]
- directory-entry: Ottensmann, Alfred, Laborant, Gitschiner Straße 62: [1227, 1812, 1561, 1831]
- directory-entry: Oszczak, Edmund, Schlosser, Wanheimer Straße 177: [833, 1217, 1173, 1235]
- directory-entry: Otlewski, Egon, Kfz.Monteur, Hagelstr. 27: [833, 1285, 1110, 1304]
